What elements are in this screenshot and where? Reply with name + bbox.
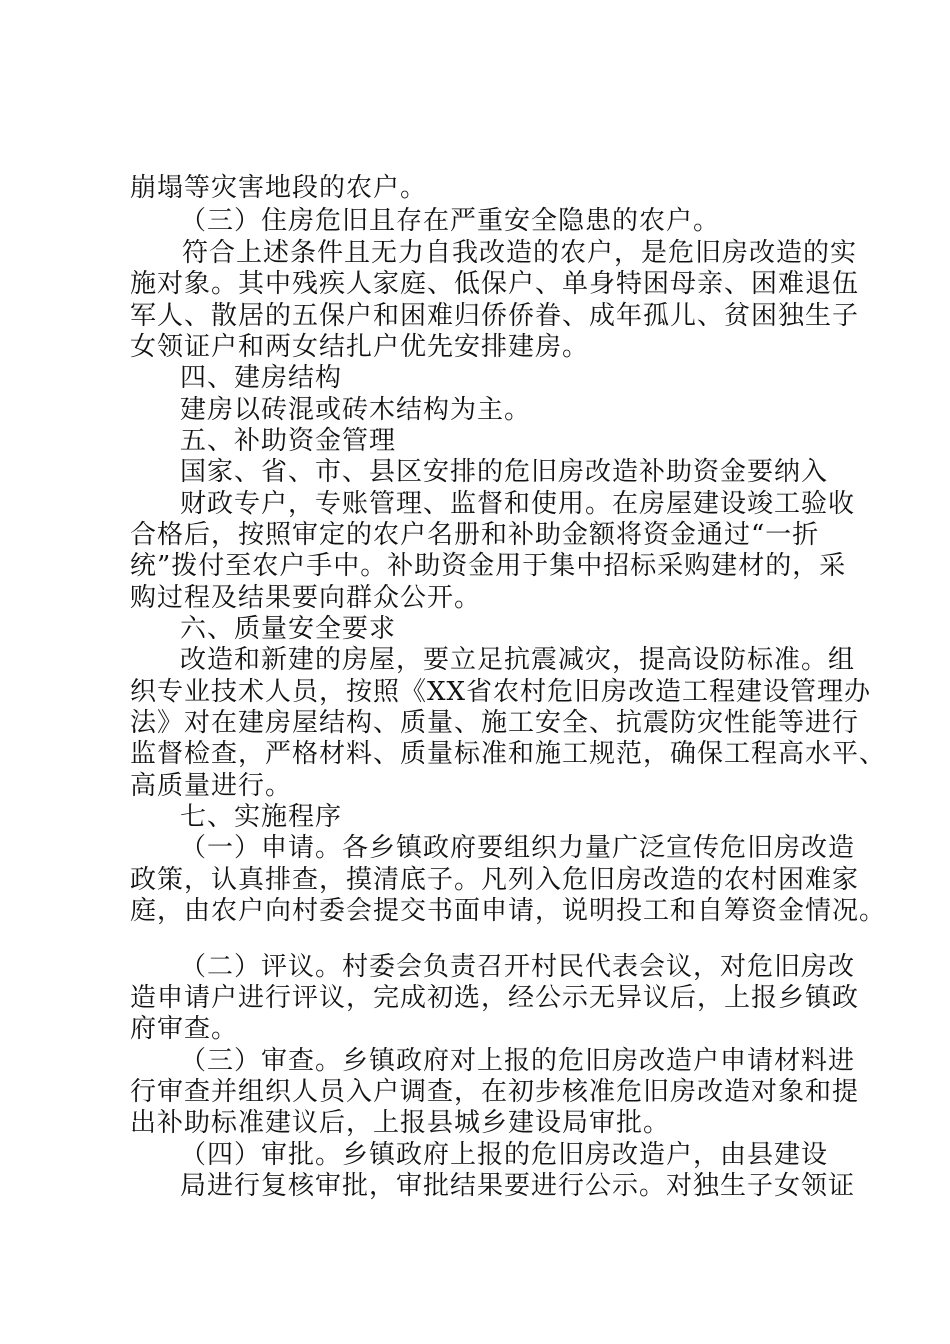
text-line: 合格后，按照审定的农户名册和补助金额将资金通过“一折 (130, 520, 820, 550)
text-line: 女领证户和两女结扎户优先安排建房。 (130, 332, 590, 362)
text-line: 改造和新建的房屋，要立足抗震减灾，提高设防标准。组 (180, 645, 856, 675)
text-line: 施对象。其中残疾人家庭、低保户、单身特困母亲、困难退伍 (130, 269, 860, 299)
text-line: 织专业技术人员，按照《XX省农村危旧房改造工程建设管理办 (130, 677, 872, 707)
text-line: 监督检查，严格材料、质量标准和施工规范，确保工程高水平、 (130, 739, 887, 769)
section-heading: 六、质量安全要求 (180, 614, 397, 644)
text-line: 高质量进行。 (130, 771, 293, 801)
text-line: 军人、散居的五保户和困难归侨侨眷、成年孤儿、贫困独生子 (130, 301, 860, 331)
text-line: 建房以砖混或砖木结构为主。 (180, 395, 532, 425)
text-line: 崩塌等灾害地段的农户。 (130, 173, 428, 203)
text-line: 造申请户进行评议，完成初选，经公示无异议后，上报乡镇政 (130, 983, 860, 1013)
text-line: （三）住房危旧且存在严重安全隐患的农户。 (180, 206, 721, 236)
text-line: （一）申请。各乡镇政府要组织力量广泛宣传危旧房改造 (180, 833, 856, 863)
text-line: 庭，由农户向村委会提交书面申请，说明投工和自筹资金情况。 (130, 896, 887, 926)
section-heading: 五、补助资金管理 (180, 426, 397, 456)
text-line: 府审查。 (130, 1014, 239, 1044)
section-heading: 四、建房结构 (180, 363, 343, 393)
text-line: 法》对在建房屋结构、质量、施工安全、抗震防灾性能等进行 (130, 708, 860, 738)
text-line: 财政专户，专账管理、监督和使用。在房屋建设竣工验收 (180, 489, 856, 519)
text-line: （四）审批。乡镇政府上报的危旧房改造户，由县建设 (180, 1140, 829, 1170)
text-line: 符合上述条件且无力自我改造的农户，是危旧房改造的实 (182, 238, 858, 268)
text-line: 局进行复核审批，审批结果要进行公示。对独生子女领证 (180, 1171, 856, 1201)
text-line: （三）审查。乡镇政府对上报的危旧房改造户申请材料进 (180, 1046, 856, 1076)
text-line: （二）评议。村委会负责召开村民代表会议，对危旧房改 (180, 952, 856, 982)
text-line: 国家、省、市、县区安排的危旧房改造补助资金要纳入 (180, 457, 829, 487)
text-line: 政策，认真排查，摸清底子。凡列入危旧房改造的农村困难家 (130, 865, 860, 895)
section-heading: 七、实施程序 (180, 802, 343, 832)
text-line: 统”拨付至农户手中。补助资金用于集中招标采购建材的，采 (130, 551, 847, 581)
text-line: 出补助标准建议后，上报县城乡建设局审批。 (130, 1108, 671, 1138)
text-line: 购过程及结果要向群众公开。 (130, 583, 482, 613)
text-line: 行审查并组织人员入户调查，在初步核准危旧房改造对象和提 (130, 1077, 860, 1107)
